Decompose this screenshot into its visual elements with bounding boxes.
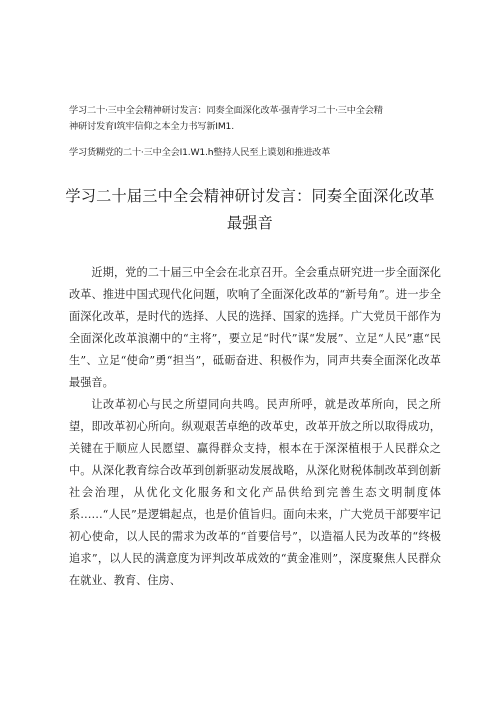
header-line-3: 学习货糊党的二十·三中全会I1.W1.h整持人民至上谟划和推进改革 xyxy=(69,147,331,158)
document-title xyxy=(60,183,440,237)
header-line-2: 神研讨发育I筑牢信仰之本全力书写新IM1. xyxy=(69,121,234,132)
title-line-2: 最强音 xyxy=(226,214,274,232)
body-paragraph-1: 近期，党的二十届三中全会在北京召开。全会重点研究进一步全面深化改革、推进中国式现代化问题，吹响了全面深化改革的“新号角”。进一步全面深化改革，是时代的选择、人民的选择、国家的选择。广大党员干部作为全面深化改革浪潮中的“主将”，要立足“时代”谋“发展”、立足“人民”惠“民生”、立足“使命”勇“担当”，砥砺奋进、积极作为，同声共奏全面深化改革最强音。 xyxy=(69,266,441,389)
document-body xyxy=(69,262,441,592)
header-line-1: 学习二十·三中全会精神研讨发言：同奏全面深化改革·强青学习二十·三中全会精 xyxy=(69,105,383,116)
body-paragraph-2: 让改革初心与民之所望同向共鸣。民声所呼，就是改革所向，民之所望，即改革初心所向。纵观艰苦卓绝的改革史，改革开放之所以取得成功，关键在于顺应人民愿望、赢得群众支持，根本在于深深植根于人民群众之中。从深化教育综合改革到创新驱动发展战略，从深化财税体制改革到创新社会治理，从优化文化服务和文化产品供给到完善生态文明制度体系……“人民”是逻辑起点，也是价值旨归。面向未来，广大党员干部要牢记初心使命，以人民的需求为改革的“首要信号”，以造福人民为改革的“终极追求”，以人民的满意度为评判改革成效的“黄金准则”，深度聚焦人民群众在就业、教育、住房、 xyxy=(69,398,441,587)
title-line-1: 学习二十届三中全会精神研讨发言：同奏全面深化改革 xyxy=(65,187,435,205)
related-articles-header xyxy=(69,103,441,161)
